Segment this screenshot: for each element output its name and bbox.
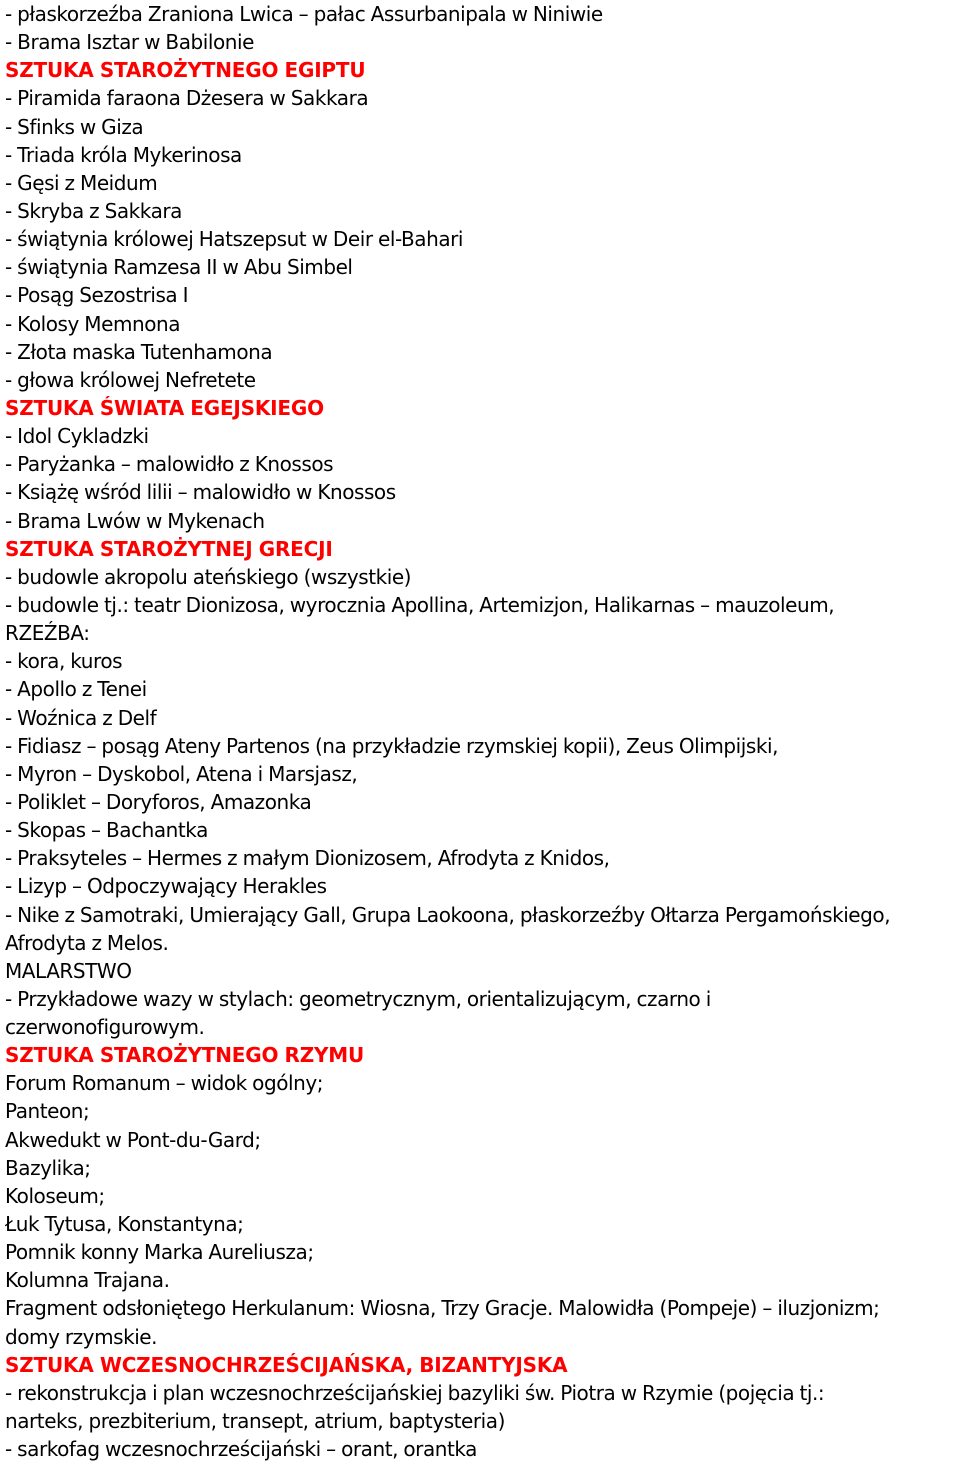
list-item: - Lizyp – Odpoczywający Herakles xyxy=(5,874,327,899)
list-item: - Idol Cykladzki xyxy=(5,424,149,449)
list-item: - budowle akropolu ateńskiego (wszystkie) xyxy=(5,564,412,589)
list-item: - świątynia królowej Hatszepsut w Deir el-Bahari xyxy=(5,227,464,252)
list-item: Afrodyta z Melos. xyxy=(5,930,169,955)
list-item: - Przykładowe wazy w stylach: geometrycznym, orientalizującym, czarno i xyxy=(5,986,711,1011)
section-heading: SZTUKA WCZESNOCHRZEŚCIJAŃSKA, BIZANTYJSKA xyxy=(5,1352,568,1377)
list-item: - budowle tj.: teatr Dionizosa, wyrocznia Apollina, Artemizjon, Halikarnas – mauzoleum, xyxy=(5,592,835,617)
section-heading: SZTUKA STAROŻYTNEJ GRECJI xyxy=(5,536,333,561)
list-item: - Apollo z Tenei xyxy=(5,677,147,702)
list-item: - kora, kuros xyxy=(5,649,123,674)
list-item: Bazylika; xyxy=(5,1155,91,1180)
list-item: - Praksyteles – Hermes z małym Dionizosem, Afrodyta z Knidos, xyxy=(5,846,610,871)
list-item: - sarkofag wczesnochrześcijański – orant, orantka xyxy=(5,1437,477,1462)
list-item: - Nike z Samotraki, Umierający Gall, Grupa Laokoona, płaskorzeźby Ołtarza Pergamońskiego, xyxy=(5,902,891,927)
list-item: - Skopas – Bachantka xyxy=(5,818,208,843)
list-item: - Brama Isztar w Babilonie xyxy=(5,30,254,55)
list-item: - Piramida faraona Dżesera w Sakkara xyxy=(5,86,369,111)
list-item: - rekonstrukcja i plan wczesnochrześcijańskiej bazyliki św. Piotra w Rzymie (pojęcia tj.: xyxy=(5,1380,825,1405)
list-item: domy rzymskie. xyxy=(5,1324,158,1349)
list-item: narteks, prezbiterium, transept, atrium, baptysteria) xyxy=(5,1409,505,1434)
list-item: - płaskorzeźba Zraniona Lwica – pałac Assurbanipala w Niniwie xyxy=(5,2,603,26)
list-item: - głowa królowej Nefretete xyxy=(5,367,256,392)
list-item: MALARSTWO xyxy=(5,958,132,983)
section-heading: SZTUKA STAROŻYTNEGO EGIPTU xyxy=(5,58,366,83)
list-item: - Woźnica z Delf xyxy=(5,705,157,730)
list-item: - Paryżanka – malowidło z Knossos xyxy=(5,452,334,477)
list-item: Łuk Tytusa, Konstantyna; xyxy=(5,1212,244,1237)
list-item: - Książę wśród lilii – malowidło w Knossos xyxy=(5,480,396,505)
section-heading: SZTUKA STAROŻYTNEGO RZYMU xyxy=(5,1043,365,1068)
list-item: Panteon; xyxy=(5,1099,90,1124)
list-item: - Fidiasz – posąg Ateny Partenos (na przykładzie rzymskiej kopii), Zeus Olimpijski, xyxy=(5,733,778,758)
list-item: czerwonofigurowym. xyxy=(5,1015,205,1040)
list-item: - Gęsi z Meidum xyxy=(5,170,158,195)
list-item: - Brama Lwów w Mykenach xyxy=(5,508,265,533)
list-item: - Triada króla Mykerinosa xyxy=(5,142,242,167)
list-item: - świątynia Ramzesa II w Abu Simbel xyxy=(5,255,353,280)
list-item: Pomnik konny Marka Aureliusza; xyxy=(5,1240,314,1265)
list-item: - Sfinks w Giza xyxy=(5,114,144,139)
list-item: Forum Romanum – widok ogólny; xyxy=(5,1071,323,1096)
list-item: Koloseum; xyxy=(5,1183,105,1208)
list-item: Kolumna Trajana. xyxy=(5,1268,170,1293)
list-item: RZEŹBA: xyxy=(5,621,90,646)
list-item: - Poliklet – Doryforos, Amazonka xyxy=(5,789,312,814)
list-item: Akwedukt w Pont-du-Gard; xyxy=(5,1127,261,1152)
list-item: Fragment odsłoniętego Herkulanum: Wiosna, Trzy Gracje. Malowidła (Pompeje) – iluzjonizm; xyxy=(5,1296,880,1321)
list-item: - Kolosy Memnona xyxy=(5,311,181,336)
section-heading: SZTUKA ŚWIATA EGEJSKIEGO xyxy=(5,395,324,420)
list-item: - Skryba z Sakkara xyxy=(5,198,182,223)
list-item: - Myron – Dyskobol, Atena i Marsjasz, xyxy=(5,761,358,786)
list-item: - Złota maska Tutenhamona xyxy=(5,339,273,364)
list-item: - Posąg Sezostrisa I xyxy=(5,283,189,308)
